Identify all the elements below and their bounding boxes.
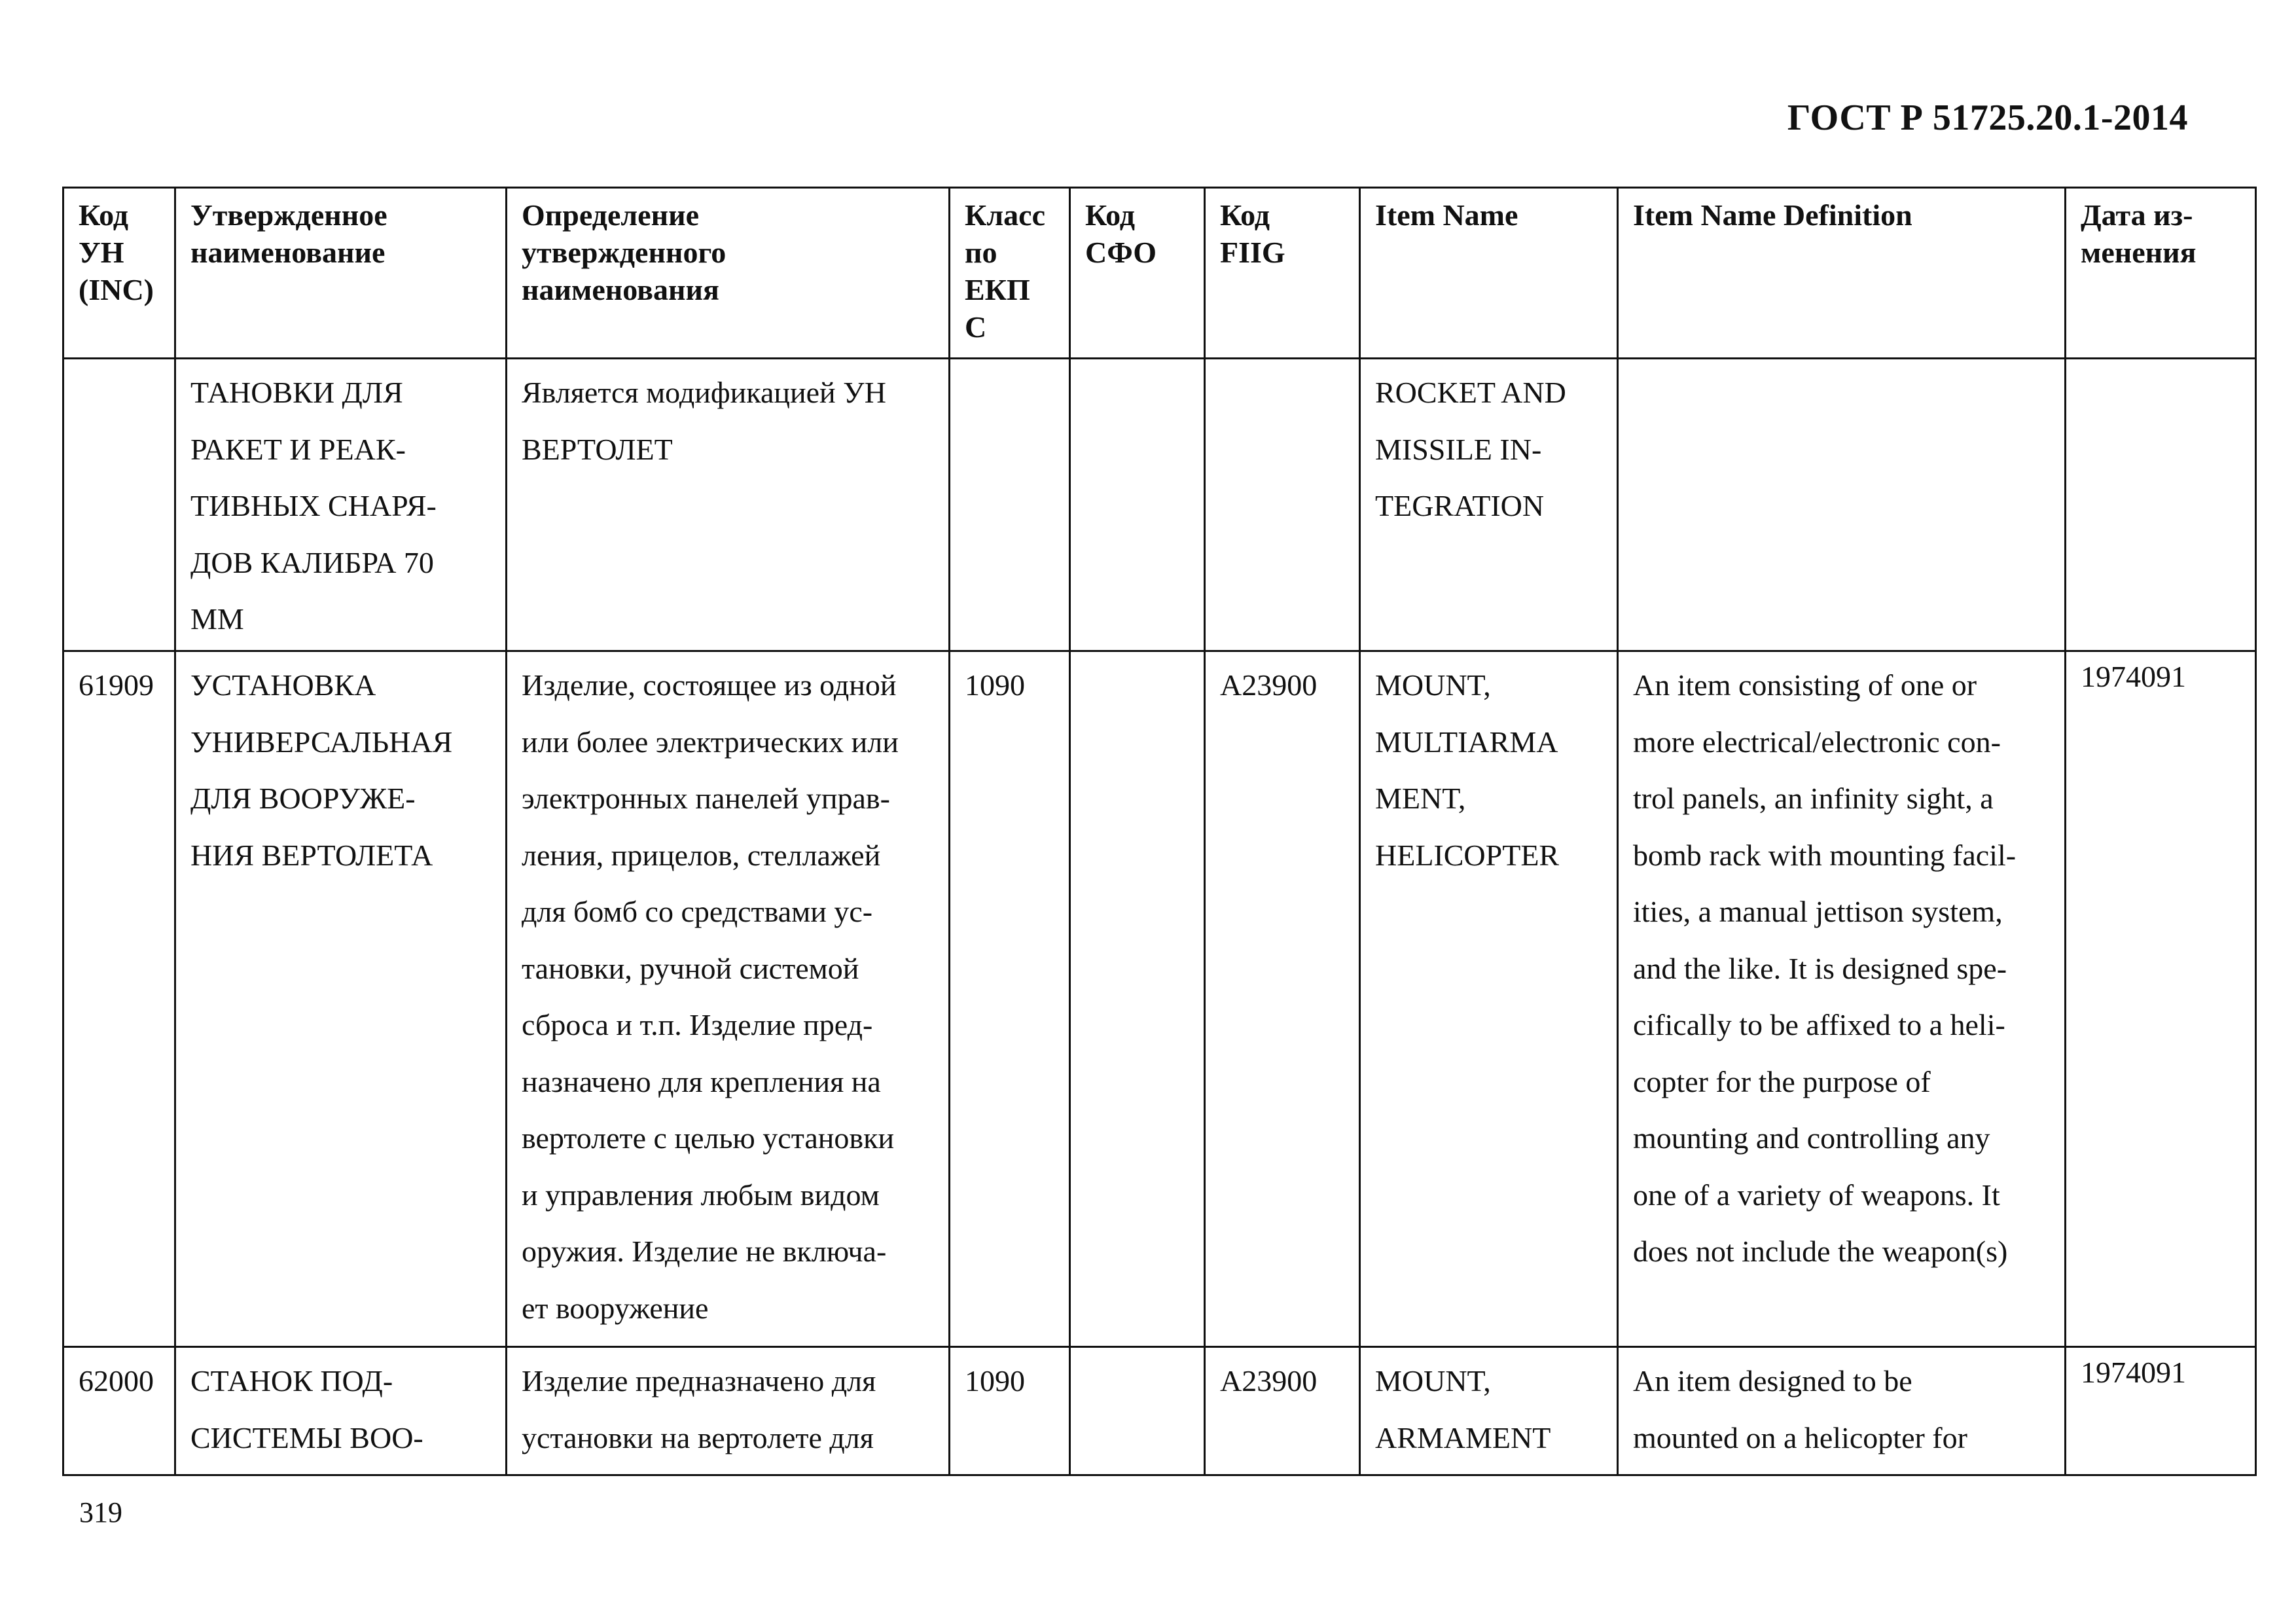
table-row xyxy=(63,1347,2256,1475)
cell-class: 1090 xyxy=(950,1347,1070,1475)
page-number: 319 xyxy=(79,1496,122,1528)
cell-sfo xyxy=(1070,1347,1205,1475)
cell-approved-name: ТАНОВКИ ДЛЯ РАКЕТ И РЕАК- ТИВНЫХ СНАРЯ- ДОВ КАЛИБРА 70 ММ xyxy=(175,359,507,651)
cell-date xyxy=(2066,359,2256,651)
cell-fiig: A23900 xyxy=(1205,651,1360,1347)
cell-inc: 61909 xyxy=(63,651,175,1347)
cell-item-name: ROCKET AND MISSILE IN- TEGRATION xyxy=(1360,359,1618,651)
cell-fiig xyxy=(1205,359,1360,651)
column-header-sfo: Код СФО xyxy=(1070,188,1205,359)
cell-approved-name: СТАНОК ПОД- СИСТЕМЫ ВОО- xyxy=(175,1347,507,1475)
cell-item-definition xyxy=(1618,359,2066,651)
cell-item-definition: An item consisting of one or more electrical/electronic con- trol panels, an infinity sight, a bomb rack with mounting facil- ities, a manual jettison system, and the like. It is designed spe- cifically to be affixed to a heli- copter for the purpose of mounting and controlling any one of a variety of weapons. It does not include the weapon(s) xyxy=(1618,651,2066,1347)
table-row xyxy=(63,651,2256,1347)
cell-inc xyxy=(63,359,175,651)
table-header-row xyxy=(63,188,2256,359)
cell-date: 1974091 xyxy=(2066,651,2256,1347)
cell-item-name: MOUNT, ARMAMENT xyxy=(1360,1347,1618,1475)
column-header-class: Класс по ЕКП С xyxy=(950,188,1070,359)
cell-approved-name: УСТАНОВКА УНИВЕРСАЛЬНАЯ ДЛЯ ВООРУЖЕ- НИЯ ВЕРТОЛЕТА xyxy=(175,651,507,1347)
standard-code: ГОСТ Р 51725.20.1-2014 xyxy=(1787,98,2188,138)
column-header-fiig: Код FIIG xyxy=(1205,188,1360,359)
cell-date: 1974091 xyxy=(2066,1347,2256,1475)
column-header-item-name: Item Name xyxy=(1360,188,1618,359)
cell-definition: Изделие, состоящее из одной или более электрических или электронных панелей управ- ления, прицелов, стеллажей для бомб со средствами ус- тановки, ручной системой сброса и т.п. Изделие пред- назначено для крепления на вертолете с целью установки и управления любым видом оружия. Изделие не включа- ет вооружение xyxy=(507,651,950,1347)
catalog-table xyxy=(62,187,2257,1476)
table-row xyxy=(63,359,2256,651)
column-header-definition: Определение утвержденного наименования xyxy=(507,188,950,359)
cell-inc: 62000 xyxy=(63,1347,175,1475)
cell-fiig: A23900 xyxy=(1205,1347,1360,1475)
cell-definition: Изделие предназначено для установки на вертолете для xyxy=(507,1347,950,1475)
column-header-inc: Код УН (INC) xyxy=(63,188,175,359)
cell-definition: Является модификацией УН ВЕРТОЛЕТ xyxy=(507,359,950,651)
column-header-item-definition: Item Name Definition xyxy=(1618,188,2066,359)
cell-class: 1090 xyxy=(950,651,1070,1347)
cell-item-definition: An item designed to be mounted on a helicopter for xyxy=(1618,1347,2066,1475)
cell-class xyxy=(950,359,1070,651)
column-header-date: Дата из- менения xyxy=(2066,188,2256,359)
cell-sfo xyxy=(1070,359,1205,651)
cell-item-name: MOUNT, MULTIARMA MENT, HELICOPTER xyxy=(1360,651,1618,1347)
cell-sfo xyxy=(1070,651,1205,1347)
column-header-approved-name: Утвержденное наименование xyxy=(175,188,507,359)
